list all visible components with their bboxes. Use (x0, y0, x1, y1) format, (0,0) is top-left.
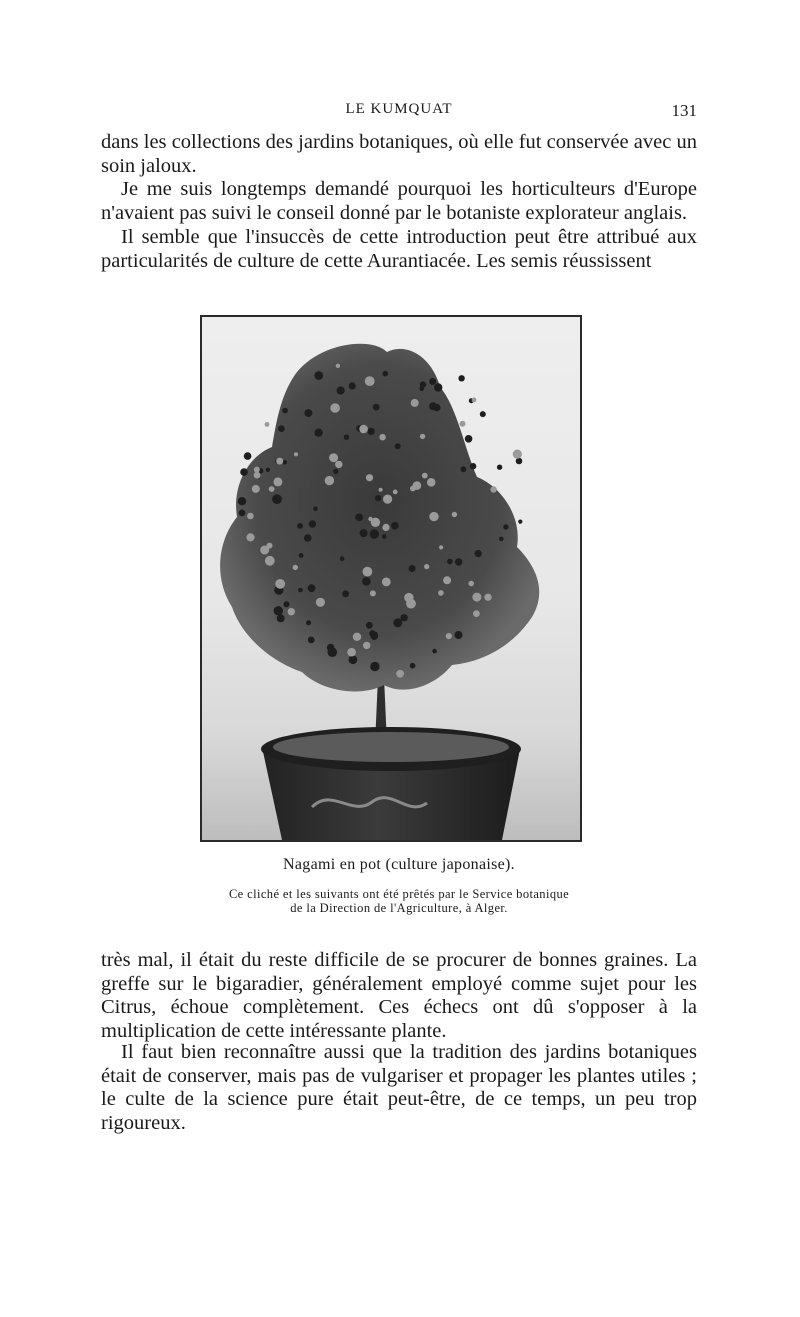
fruit-dot (458, 375, 464, 381)
fruit-dot (518, 520, 522, 524)
fruit-dot (503, 524, 508, 529)
fruit-dot (420, 434, 425, 439)
fruit-dot (349, 655, 358, 664)
fruit-dot (308, 637, 315, 644)
fruit-dot (465, 435, 473, 443)
fruit-dot (244, 452, 252, 460)
fruit-dot (239, 510, 246, 517)
fruit-dot (333, 469, 338, 474)
fruit-dot (342, 590, 349, 597)
pot-soil (273, 732, 509, 762)
fruit-dot (370, 662, 379, 671)
fruit-dot (304, 534, 312, 542)
fruit-dot (336, 364, 340, 368)
fruit-dot (329, 453, 338, 462)
fruit-dot (460, 421, 466, 427)
fruit-dot (309, 520, 316, 527)
running-title: LE KUMQUAT (345, 101, 453, 117)
fruit-dot (490, 486, 496, 492)
credit-line-2: de la Direction de l'Agriculture, à Alger. (290, 901, 508, 915)
fruit-dot (370, 590, 376, 596)
paragraph-1: dans les collections des jardins botaniques, où elle fut conservée avec un soin jaloux. (101, 131, 697, 177)
fruit-dot (282, 408, 288, 414)
fruit-dot (513, 450, 522, 459)
fruit-dot (340, 556, 345, 561)
fruit-dot (306, 620, 311, 625)
fruit-dot (409, 565, 416, 572)
fruit-dot (373, 404, 380, 411)
fruit-dot (429, 512, 438, 521)
fruit-dot (396, 670, 404, 678)
fruit-dot (368, 428, 375, 435)
fruit-dot (382, 534, 387, 539)
fruit-dot (382, 578, 391, 587)
fruit-dot (424, 564, 429, 569)
fruit-dot (277, 614, 285, 622)
paragraph-3: Il semble que l'insuccès de cette introduction peut être attribué aux particularités de culture de cette Aurantiacée. Les semis réussissent (101, 226, 697, 272)
fruit-dot (254, 467, 260, 473)
fruit-dot (404, 593, 413, 602)
fruit-dot (484, 594, 491, 601)
fruit-dot (363, 567, 373, 577)
fruit-dot (252, 485, 260, 493)
fruit-dot (275, 579, 285, 589)
fruit-dot (411, 399, 419, 407)
fruit-dot (293, 565, 298, 570)
fruit-dot (443, 576, 451, 584)
page-number: 131 (671, 101, 697, 120)
fruit-dot (266, 468, 270, 472)
fruit-dot (427, 478, 436, 487)
fruit-dot (265, 422, 270, 427)
fruit-dot (461, 466, 467, 472)
fruit-dot (304, 409, 312, 417)
fruit-dot (480, 411, 486, 417)
fruit-dot (447, 559, 453, 565)
fruit-dot (362, 577, 371, 586)
fruit-dot (247, 513, 254, 520)
figure-caption: Nagami en pot (culture japonaise). (283, 856, 515, 873)
fruit-dot (363, 642, 370, 649)
fruit-dot (276, 458, 283, 465)
fruit-dot (347, 648, 356, 657)
fruit-dot (337, 386, 345, 394)
fruit-dot (240, 468, 248, 476)
figure-credit (101, 887, 697, 915)
fruit-dot (314, 429, 322, 437)
fruit-dot (328, 647, 338, 657)
fruit-dot (269, 486, 275, 492)
fruit-dot (273, 477, 282, 486)
fruit-dot (472, 398, 477, 403)
fruit-dot (265, 556, 275, 566)
fruit-dot (383, 371, 389, 377)
fruit-dot (278, 425, 285, 432)
fruit-dot (373, 632, 378, 637)
fruit-dot (283, 601, 289, 607)
fruit-dot (365, 376, 375, 386)
fruit-dot (246, 533, 254, 541)
fruit-dot (316, 598, 325, 607)
fruit-dot (429, 402, 437, 410)
fruit-dot (360, 529, 368, 537)
fruit-dot (308, 584, 316, 592)
fruit-dot (330, 403, 340, 413)
fruit-dot (294, 452, 298, 456)
fruit-dot (446, 633, 452, 639)
fruit-dot (274, 606, 283, 615)
fruit-dot (383, 495, 392, 504)
fruit-dot (349, 382, 356, 389)
fruit-dot (455, 558, 462, 565)
fruit-dot (395, 443, 401, 449)
fruit-dot (393, 490, 398, 495)
fruit-dot (371, 518, 380, 527)
fruit-dot (298, 588, 303, 593)
fruit-dot (366, 474, 373, 481)
fruit-dot (260, 546, 269, 555)
fruit-dot (400, 614, 407, 621)
fruit-dot (382, 524, 389, 531)
fruit-dot (432, 649, 437, 654)
fruit-dot (272, 494, 282, 504)
paragraph-4: très mal, il était du reste difficile de se procurer de bonnes graines. La greffe sur le bigaradier, généralement employé comme sujet pour les Citrus, échoue complètement. Ces échecs ont dû s'opposer à la multiplication de cette intéressante plante. (101, 949, 697, 1042)
fruit-dot (379, 488, 383, 492)
fruit-dot (314, 371, 323, 380)
fruit-dot (379, 434, 385, 440)
fruit-dot (375, 495, 381, 501)
fruit-dot (344, 435, 349, 440)
fruit-dot (299, 553, 304, 558)
fruit-dot (452, 512, 457, 517)
fruit-dot (355, 514, 363, 522)
fruit-dot (410, 663, 416, 669)
fruit-dot (516, 458, 523, 465)
fruit-dot (429, 378, 436, 385)
fruit-dot (439, 545, 443, 549)
paragraph-5: Il faut bien reconnaître aussi que la tradition des jardins botaniques était de conserver, mais pas de vulgariser et propager les plantes utiles ; le culte de la science pure était peut-être, de ce temps, un peu trop rigoureux. (101, 1041, 697, 1134)
fruit-dot (391, 522, 399, 530)
paragraph-2: Je me suis longtemps demandé pourquoi les horticulteurs d'Europe n'avaient pas suivi le conseil donné par le botaniste explorateur anglais. (101, 178, 697, 224)
fruit-dot (353, 633, 361, 641)
fruit-dot (297, 523, 303, 529)
fruit-dot (238, 497, 246, 505)
potted-kumquat-illustration (202, 317, 580, 840)
fruit-dot (366, 622, 373, 629)
fruit-dot (472, 593, 481, 602)
fruit-dot (325, 476, 334, 485)
fruit-dot (470, 463, 476, 469)
fruit-dot (335, 461, 342, 468)
fruit-dot (313, 506, 318, 511)
fruit-dot (438, 590, 444, 596)
fruit-dot (455, 631, 463, 639)
fruit-dot (419, 387, 424, 392)
fruit-dot (475, 550, 482, 557)
fruit-dot (499, 537, 504, 542)
fruit-dot (288, 608, 295, 615)
kumquat-photograph (200, 315, 582, 842)
fruit-dot (497, 465, 502, 470)
fruit-dot (413, 481, 422, 490)
fruit-dot (422, 473, 428, 479)
credit-line-1: Ce cliché et les suivants ont été prêtés par le Service botanique (228, 887, 570, 901)
fruit-dot (473, 610, 480, 617)
fruit-dot (434, 383, 442, 391)
fruit-dot (359, 425, 368, 434)
running-head (101, 101, 697, 125)
fruit-dot (254, 472, 261, 479)
foliage-crown (220, 344, 539, 692)
fruit-dot (370, 529, 379, 538)
fruit-dot (468, 581, 474, 587)
